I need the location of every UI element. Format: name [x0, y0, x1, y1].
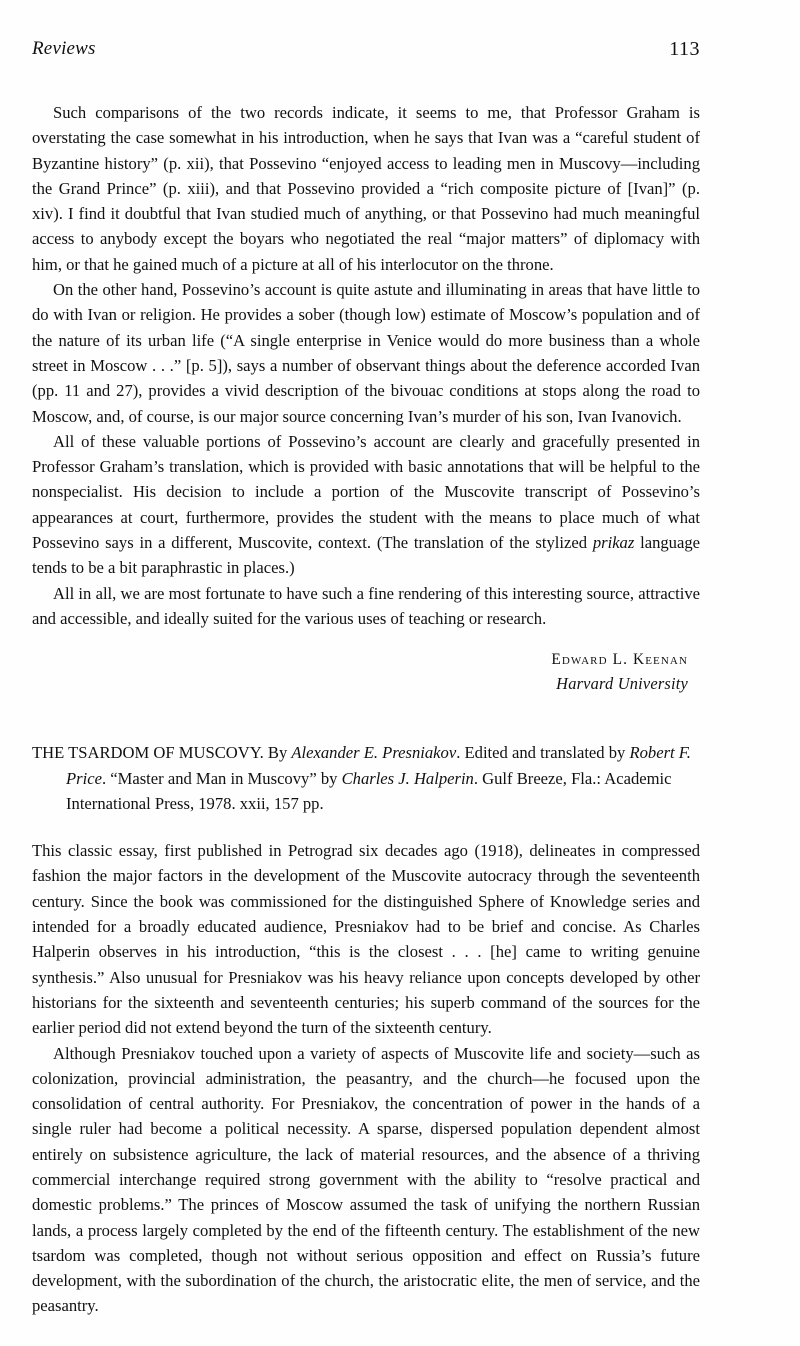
paragraph-text-run: All in all, we are most fortunate to have such a fine rendering of this interesting source, attractive and accessible, and ideally suited for the various uses of teaching or research. [32, 583, 700, 628]
reviewer-affiliation: Harvard University [556, 674, 688, 694]
paragraph [32, 838, 700, 1040]
review-one-signature [32, 648, 700, 696]
paragraph [32, 277, 700, 429]
citation-text-run: . Gulf Breeze, Fla.: Academic International Press, 1978. xxii, 157 pp. [66, 768, 672, 813]
paragraph [32, 100, 700, 277]
citation-text-italic-run: Charles J. Halperin [341, 768, 474, 788]
citation-text-run: . Edited and translated by [456, 743, 630, 763]
citation-text-run: THE TSARDOM OF MUSCOVY. By [32, 743, 292, 763]
paragraph-text-run: language tends to be a bit paraphrastic in places.) [32, 533, 700, 578]
paragraph-text-run: All of these valuable portions of Possevino’s account are clearly and gracefully presented in Professor Graham’s translation, which is provided with basic annotations that will be helpful to the nonspecialist. His decision to include a portion of the Muscovite transcript of Possevino’s appearances at court, furthermore, provides the student with the means to place much of what Possevino says in a different, Muscovite, context. (The translation of the stylized [32, 431, 700, 553]
citation-text-run: . “Master and Man in Muscovy” by [101, 768, 342, 788]
running-head-title: Reviews [32, 38, 96, 59]
paragraph-text-italic-run: prikaz [592, 533, 635, 553]
paragraph-text-run: On the other hand, Possevino’s account is quite astute and illuminating in areas that have little to do with Ivan or religion. He provides a sober (though low) estimate of Moscow’s population and of the nature of its urban life (“A single enterprise in Venice would do more business than a whole street in Moscow . . .” [p. 5]), says a number of observant things about the deference accorded Ivan (pp. 11 and 27), provides a vivid description of the bivouac conditions at stops along the road to Moscow, and, of course, is our major source concerning Ivan’s murder of his son, Ivan Ivanovich. [32, 280, 700, 426]
paragraph [32, 1041, 700, 1319]
citation-text-italic-run: Alexander E. Presniakov [291, 743, 457, 763]
review-two-body [32, 838, 700, 1319]
running-head [32, 38, 700, 98]
paragraph [32, 429, 700, 581]
paragraph-text-run: This classic essay, first published in Petrograd six decades ago (1918), delineates in compressed fashion the major factors in the development of the Muscovite autocracy through the seventeenth century. Since the book was commissioned for the distinguished Sphere of Knowledge series and intended for a broadly educated audience, Presniakov had to be brief and concise. As Charles Halperin observes in his introduction, “this is the closest . . . [he] came to writing genuine synthesis.” Also unusual for Presniakov was his heavy reliance upon concepts developed by other historians for the sixteenth and seventeenth centuries; his superb command of the sources for the earlier period did not extend beyond the turn of the sixteenth century. [32, 841, 700, 1038]
review-two-citation [32, 740, 700, 816]
paragraph [32, 581, 700, 632]
page-number: 113 [669, 38, 700, 60]
reviewer-name: Edward L. Keenan [551, 651, 688, 669]
paragraph-text-run: Such comparisons of the two records indicate, it seems to me, that Professor Graham is overstating the case somewhat in his introduction, when he says that Ivan was a “careful student of Byzantine history” (p. xii), that Possevino “enjoyed access to leading men in Muscovy—including the Grand Prince” (p. xiii), and that Possevino provided a “rich composite picture of [Ivan]” (p. xiv). I find it doubtful that Ivan studied much of anything, or that Possevino had much meaningful access to anybody except the boyars who negotiated the real “major matters” of diplomacy with him, or that he gained much of a picture at all of his interlocutor on the throne. [32, 103, 700, 274]
page-content-column [32, 0, 700, 1319]
citation-text-italic-run: Robert F. Price [66, 743, 691, 788]
review-one-body [32, 100, 700, 631]
paragraph-text-run: Although Presniakov touched upon a variety of aspects of Muscovite life and society—such as colonization, provincial administration, the peasantry, and the church—he focused upon the consolidation of central authority. For Presniakov, the concentration of power in the hands of a single ruler had become a political necessity. A sparse, dispersed population dependent almost entirely on subsistence agriculture, the lack of material resources, and the absence of a thriving commercial interchange required strong government with the ability to “resolve practical and domestic problems.” The princes of Moscow assumed the task of unifying the northern Russian lands, a process largely completed by the end of the fifteenth century. The establishment of the new tsardom was completed, though not without serious opposition and effect on Russia’s future development, with the subordination of the church, the aristocratic elite, the men of service, and the peasantry. [32, 1043, 700, 1316]
